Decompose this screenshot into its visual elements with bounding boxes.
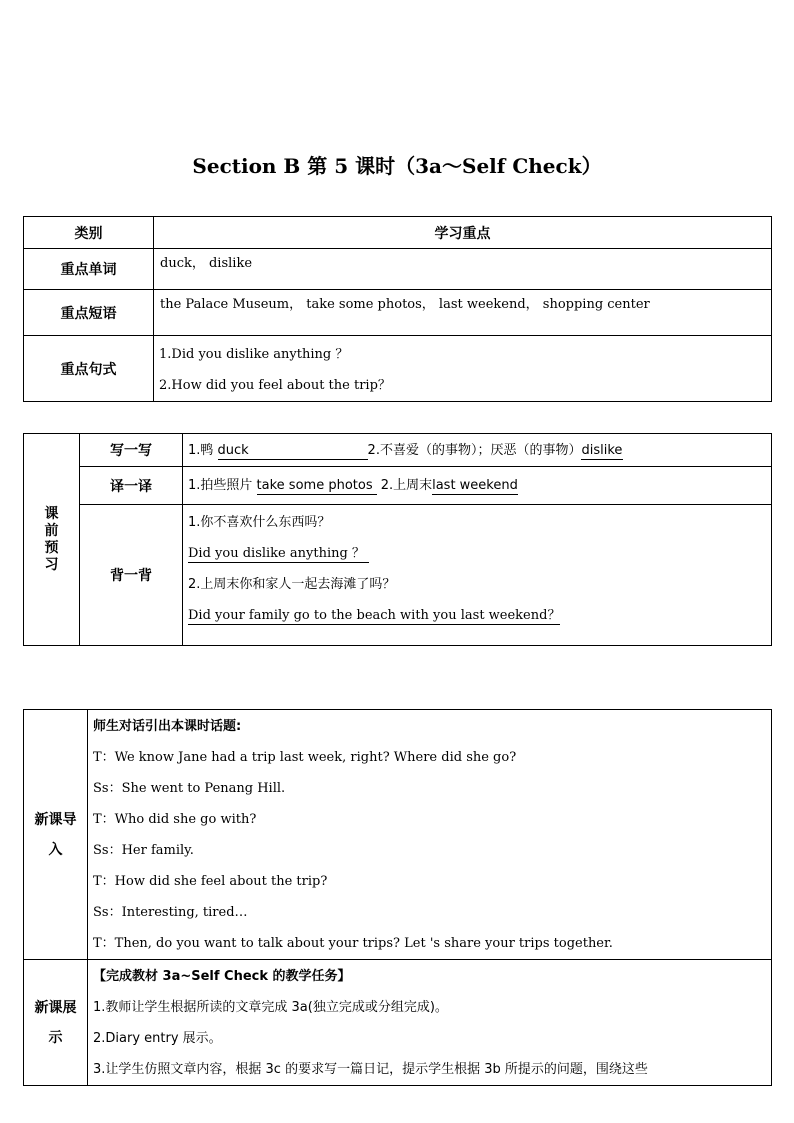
- translate-content: [183, 467, 772, 505]
- recite-answer-2: Did your family go to the beach with you last weekend？: [188, 608, 561, 623]
- lesson-table: [23, 709, 772, 1086]
- recite-question-1: 1.你不喜欢什么东西吗？: [188, 515, 331, 530]
- dialogue-line: T：Who did she go with?: [93, 812, 257, 827]
- write-content: [183, 434, 772, 467]
- show-content: [88, 960, 772, 1086]
- write-answer-1: duck: [218, 443, 368, 460]
- dialogue-line: T：We know Jane had a trip last week, right? Where did she go?: [93, 750, 517, 765]
- intro-content: [88, 710, 772, 960]
- intro-label-line1: 新课导: [34, 811, 77, 828]
- show-label-line1: 新课展: [34, 999, 77, 1016]
- header-category: 类别: [24, 217, 154, 249]
- task-line: 2.Diary entry 展示。: [93, 1031, 222, 1046]
- show-label-line2: 示: [48, 1029, 63, 1046]
- task-line: 1.教师让学生根据所读的文章完成 3a(独立完成或分组完成)。: [93, 1000, 448, 1015]
- label-translate: 译一译: [80, 467, 183, 505]
- dialogue-line: Ss：She went to Penang Hill.: [93, 781, 286, 796]
- write-prompt-2: 2.不喜爱（的事物）；厌恶（的事物）: [367, 442, 582, 458]
- translate-prompt-2: 2.上周末: [380, 478, 433, 493]
- label-key-words: 重点单词: [24, 249, 154, 290]
- key-points-table: [23, 216, 772, 402]
- label-write: 写一写: [80, 434, 183, 467]
- label-key-phrases: 重点短语: [24, 290, 154, 336]
- translate-prompt-1: 1.拍些照片: [188, 478, 257, 493]
- key-phrases-content: the Palace Museum， take some photos， last weekend， shopping center: [154, 290, 772, 336]
- preview-side-label: 课前预习: [44, 505, 59, 573]
- key-words-content: duck， dislike: [154, 249, 772, 290]
- recite-question-2: 2.上周末你和家人一起去海滩了吗？: [188, 577, 396, 592]
- translate-answer-2: last weekend: [432, 478, 518, 493]
- label-key-sentences: 重点句式: [24, 336, 154, 402]
- write-answer-2: dislike: [581, 442, 623, 458]
- write-prompt-1: 1.鸭: [188, 442, 218, 458]
- dialogue-line: Ss：Interesting, tired…: [93, 905, 248, 920]
- header-focus: 学习重点: [154, 217, 772, 249]
- preview-table: [23, 433, 772, 646]
- key-sentence-2: 2.How did you feel about the trip？: [159, 378, 391, 393]
- translate-answer-1: take some photos: [257, 478, 377, 495]
- recite-answer-1: Did you dislike anything ？: [188, 546, 369, 563]
- show-label-cell: [24, 960, 88, 1086]
- dialogue-line: T：Then, do you want to talk about your trips? Let 's share your trips together.: [93, 936, 613, 951]
- dialogue-line: Ss：Her family.: [93, 843, 194, 858]
- task-line: 3.让学生仿照文章内容，根据 3c 的要求写一篇日记，提示学生根据 3b 所提示的问题，围绕这些: [93, 1062, 648, 1077]
- dialogue-line: T：How did she feel about the trip?: [93, 874, 328, 889]
- intro-label-cell: [24, 710, 88, 960]
- key-sentence-1: 1.Did you dislike anything ？: [159, 347, 349, 362]
- preview-side-cell: [24, 434, 80, 646]
- label-recite: 背一背: [80, 505, 183, 646]
- key-sentences-content: [154, 336, 772, 402]
- page-title: Section B 第 5 课时（3a～Self Check）: [192, 154, 602, 178]
- show-heading: 【完成教材 3a~Self Check 的教学任务】: [93, 969, 351, 984]
- intro-heading: 师生对话引出本课时话题:: [93, 719, 242, 734]
- recite-content: [183, 505, 772, 646]
- intro-label-line2: 入: [48, 841, 63, 858]
